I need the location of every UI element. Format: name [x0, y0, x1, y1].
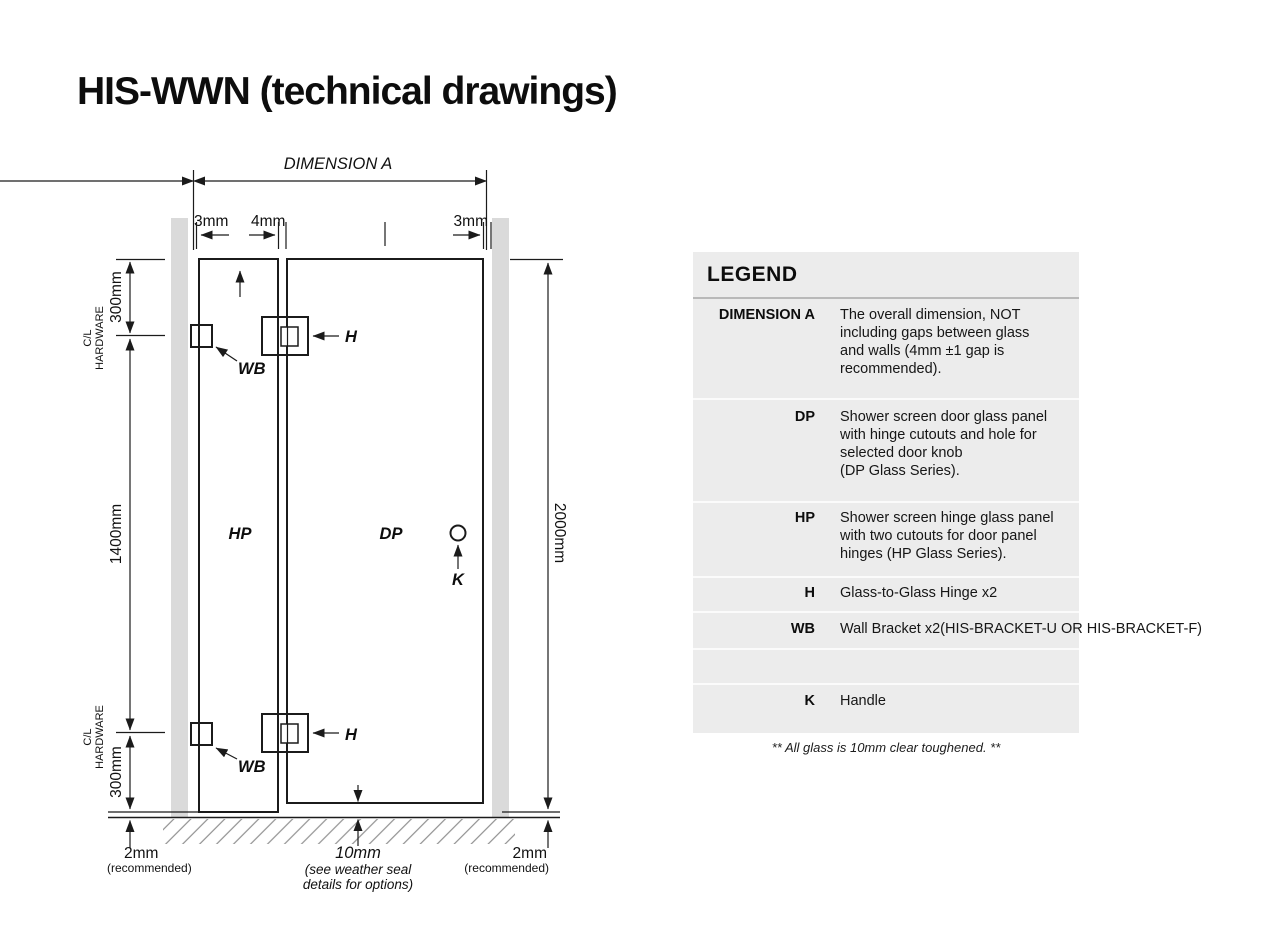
dp-panel-label: DP	[379, 525, 403, 543]
floor-hatch	[163, 819, 515, 844]
cl-hardware-bottom-line2: HARDWARE	[94, 705, 106, 769]
legend-row-divider	[693, 576, 1079, 578]
dim-10mm-label: 10mm	[335, 844, 381, 862]
gap-left-label: 3mm	[194, 213, 229, 230]
dim-2000-label: 2000mm	[551, 502, 568, 564]
legend-desc-h	[840, 584, 997, 602]
dim-2mm-left-note: (recommended)	[107, 861, 192, 875]
hinges	[262, 317, 308, 752]
dim-2mm-right-note: (recommended)	[464, 861, 549, 875]
cl-hardware-top-line2: HARDWARE	[94, 306, 106, 370]
legend-desc-k	[840, 692, 886, 710]
panel-labels	[229, 271, 404, 543]
legend-desc-line: including gaps between glass	[840, 325, 1030, 341]
wb-bottom-label: WB	[238, 758, 266, 776]
weather-seal-note-line2: details for options)	[302, 877, 414, 892]
handle-callout-label: K	[452, 571, 464, 589]
top-gap-dimensions	[194, 213, 491, 249]
legend-desc-line: Handle	[840, 693, 886, 709]
legend-desc-dimension-a	[840, 306, 1029, 378]
legend-desc-hp	[840, 509, 1054, 563]
legend-desc-line: Glass-to-Glass Hinge x2	[840, 585, 998, 601]
dim-2mm-right-label: 2mm	[512, 845, 547, 862]
hinge-bottom-notch	[281, 724, 298, 743]
legend-desc-dp	[840, 408, 1047, 480]
legend-row-divider	[693, 398, 1079, 400]
legend-key-k: K	[804, 693, 815, 709]
cl-hardware-bottom-line1: C/L	[82, 728, 94, 746]
legend-desc-line: selected door knob	[840, 445, 963, 461]
legend-title-divider	[693, 297, 1079, 299]
dimension-a-label: DIMENSION A	[283, 155, 393, 173]
legend-panel	[693, 252, 1203, 733]
hp-panel-label: HP	[228, 525, 252, 543]
legend-desc-line: The overall dimension, NOT	[840, 307, 1021, 323]
dim-300-bottom-label: 300mm	[108, 746, 125, 798]
legend-row-divider	[693, 648, 1079, 650]
legend-desc-line: recommended).	[840, 361, 942, 377]
dim-300-top-label: 300mm	[108, 271, 125, 323]
wb-top-label: WB	[238, 360, 266, 378]
legend-desc-line: and walls (4mm ±1 gap is	[840, 343, 1005, 359]
legend-key-wb: WB	[790, 621, 815, 637]
legend-desc-line: Shower screen door glass panel	[840, 409, 1048, 425]
handle	[451, 526, 466, 590]
legend-desc-wb	[840, 620, 1270, 638]
dim-1400-label: 1400mm	[108, 503, 125, 565]
legend-footnote: ** All glass is 10mm clear toughened. **	[771, 740, 1001, 755]
dim-2mm-left-label: 2mm	[124, 845, 159, 862]
right-dimensions	[464, 260, 568, 876]
right-wall	[492, 218, 509, 817]
legend-desc-line: Wall Bracket x2(HIS-BRACKET-U OR HIS-BRACKET-F)	[840, 621, 1203, 637]
gap-middle-label: 4mm	[251, 213, 286, 230]
legend-key-dimension-a: DIMENSION A	[718, 307, 815, 323]
wall-strips	[171, 218, 509, 817]
floor	[108, 812, 560, 844]
page-title: HIS-WWN (technical drawings)	[77, 70, 617, 113]
legend-desc-line: with two cutouts for door panel	[840, 528, 1037, 544]
legend-row-divider	[693, 683, 1079, 685]
hinge-top-notch	[281, 327, 298, 346]
legend-title: LEGEND	[707, 263, 798, 286]
wall-bracket-bottom	[191, 723, 212, 745]
weather-seal-note-line1: (see weather seal	[304, 862, 412, 877]
legend-key-dp: DP	[794, 409, 815, 425]
dimension-a	[0, 155, 487, 250]
legend-desc-line: (DP Glass Series).	[840, 463, 960, 479]
wall-bracket-top	[191, 325, 212, 347]
gap-right-label: 3mm	[453, 213, 488, 230]
legend-desc-line: with hinge cutouts and hole for	[840, 427, 1037, 443]
wall-brackets	[191, 325, 212, 745]
legend-desc-line: Shower screen hinge glass panel	[840, 510, 1054, 526]
left-wall	[171, 218, 188, 817]
h-top-label: H	[345, 328, 357, 346]
handle-knob	[451, 526, 466, 541]
cl-hardware-top-line1: C/L	[82, 329, 94, 347]
legend-desc-line: hinges (HP Glass Series).	[840, 546, 1007, 562]
legend-key-hp: HP	[794, 510, 815, 526]
h-bottom-label: H	[345, 726, 357, 744]
legend-key-h: H	[804, 585, 815, 601]
legend-row-divider	[693, 611, 1079, 613]
legend-row-divider	[693, 501, 1079, 503]
